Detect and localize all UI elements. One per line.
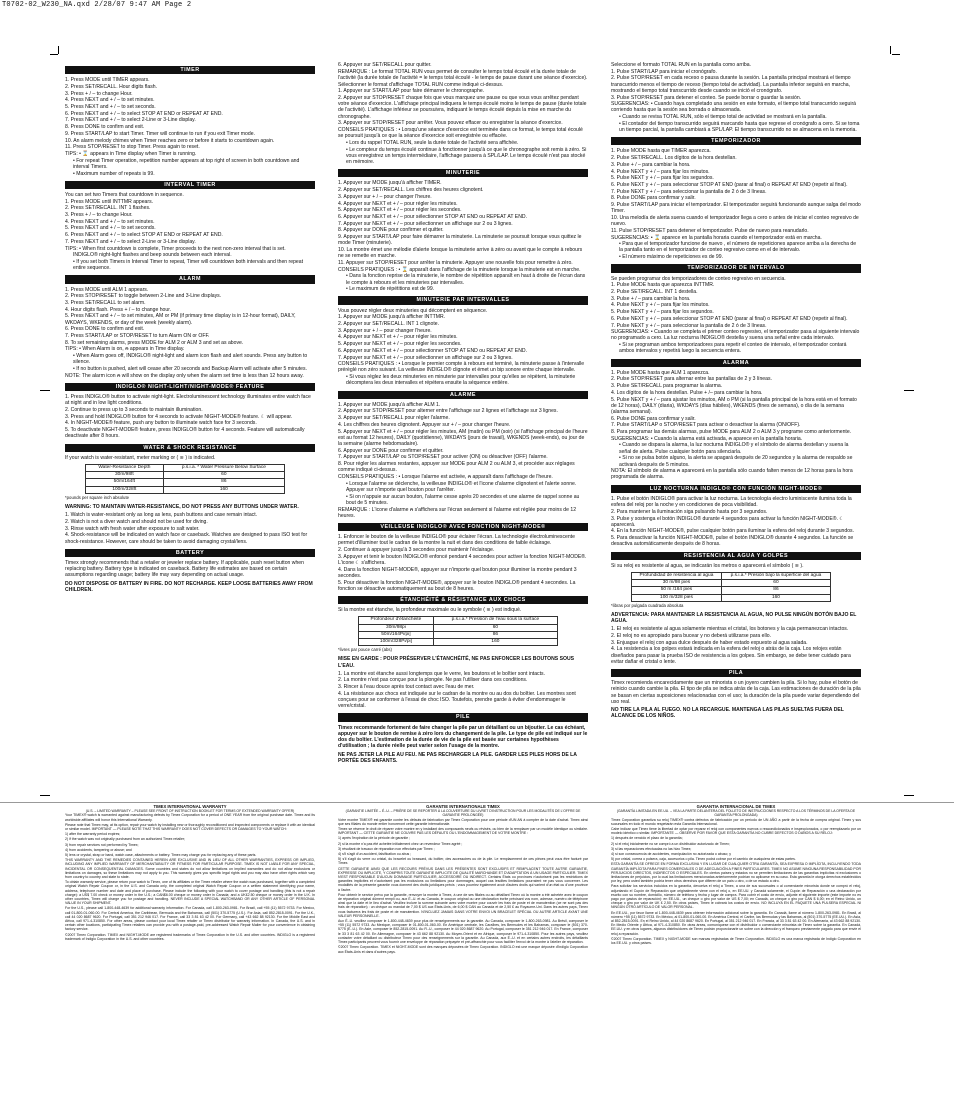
instruction-line: 2. Pulse STOP/RESET para alternar entre las pantallas de 2 y 3 líneas.	[611, 376, 772, 383]
instruction-line: • El contador del tiempo transcurrido seguirá marcando hasta que regrese el cronógrafo a cero. Si se toma un tiempo parcial, la pantalla cambiará a SPL/LAP. El tiempo transcurrido no se almacena en la memoria.	[619, 120, 860, 134]
table-row	[359, 638, 558, 645]
warning-text: MISE EN GARDE : POUR PRÉSERVER L'ÉTANCHÉITÉ, NE PAS ENFONCER LES BOUTONS SOUS L'EAU.	[338, 656, 575, 669]
instruction-line: 4. Pulse NEXT y + / – para fijar los minutos.	[611, 168, 710, 175]
instruction-line: 8. Pour régler les alarmes restantes, appuyer sur MODE pour ALM 2 ou ALM 3, et procéder aux réglages comme indiqué ci-dessus.	[338, 461, 575, 474]
warranty-paragraph: 4) s'il s'agit d'un accident, falsification ou abus ;	[338, 852, 412, 857]
warranty-paragraph: 2) if the watch was not originally purchased from an authorized Timex retailer;	[65, 837, 186, 842]
instruction-line: • For repeat Timer operation, repetition number appears at top right of screen in both countdown and interval Timers.	[73, 157, 300, 170]
warranty-paragraph: Your TIMEX® watch is warranted against manufacturing defects by Timex Corporation for a period of ONE YEAR from the original purchase date. Timex and its worldwide affiliates will honor this International Warranty.	[65, 813, 315, 822]
instruction-line: 1. Appuyer sur MODE jusqu'à afficher ALM 1.	[338, 401, 441, 408]
instruction-line: 5. Pulse NEXT y + / – para fijar los segundos.	[611, 175, 714, 182]
instruction-line: • Dans la fonction reprise de la minuterie, le nombre de répétition apparaît en haut à droite de l'écran dans le compte à rebours et les minuteries par intervalles.	[346, 273, 586, 286]
instruction-line: 6. Appuyer sur SET/RECALL pour quitter.	[338, 62, 432, 68]
instruction-line: 3. Rincer à l'eau douce après tout contact avec l'eau de mer.	[338, 684, 475, 691]
instruction-line: 3. Press + / – to change Hour.	[65, 90, 133, 97]
instruction-line: 5. Appuyer sur NEXT et + / – pour régler les secondes.	[338, 207, 462, 214]
instruction-line: 2. Pulse STOP/RESET en cada receso o pausa durante la sesión. La pantalla principal mostrará el tiempo transcurrido menos el tiempo de receso (tiempo total de actividad). La pantalla inferior seguirá en marcha, mostrando el tiempo total transcurrido desde cuando se inició el cronógrafo.	[611, 75, 851, 94]
instruction-line: • Si no se pulsa botón alguno, la alerta se apagará después de 20 segundos y la alarma de respaldo se activará después de 5 minutos.	[619, 455, 853, 468]
warranty-paragraph: 5) lens or crystal, strap or band, watch case, attachments or battery. Timex may charge you for replacing any of these parts.	[65, 853, 257, 858]
table-row	[86, 479, 285, 486]
warranty-paragraph: THIS WARRANTY AND THE REMEDIES CONTAINED HEREIN ARE EXCLUSIVE AND IN LIEU OF ALL OTHER WARRANTIES, EXPRESS OR IMPLIED, INCLUDING ANY IMPLIED WARRANTY OF MERCHANTABILITY OR FITNESS FOR PARTICULAR PURPOSE. TIMEX IS NOT LIABLE FOR ANY SPECIAL, INCIDENTAL OR CONSEQUENTIAL DAMAGES. Some countries and states do not allow limitations on implied warranties and do not allow exclusions or limitations on damages, so these limitations may not apply to you. This warranty gives you specific legal rights and you may also have other rights which vary from country to country and state to state.	[65, 858, 315, 880]
instruction-line: 7. Appuyer sur NEXT et + / – pour sélectionner un affichage sur 2 ou 3 lignes.	[338, 354, 513, 361]
warning-text: WARNING: TO MAINTAIN WATER-RESISTANCE, DO NOT PRESS ANY BUTTONS UNDER WATER.	[65, 503, 299, 510]
table-cell: 60	[433, 624, 557, 631]
instruction-line: 4. Appuyer sur NEXT et + / – pour régler les minutes.	[338, 200, 458, 207]
table-cell: Profondeur d'étanchéité	[359, 617, 434, 624]
warning-text: NO TIRE LA PILA AL FUEGO. NO LA RECARGUE. MANTENGA LAS PILAS SUELTAS FUERA DEL ALCANCE DE LOS NIÑOS.	[611, 707, 844, 720]
instruction-line: 4. Pulse NEXT y + / – para fijar los minutos.	[611, 302, 710, 309]
footnote: *livres par pouce carré (abs)	[338, 647, 392, 653]
instruction-line: TIPS: • When first countdown is complete, Timer proceeds to the next non-zero interval that is set.	[65, 245, 286, 252]
instruction-line: 2. Press SET/RECALL. Hour digits flash.	[65, 83, 158, 90]
table-cell: Profundidad de resistencia al agua	[632, 572, 722, 579]
instruction-line: 7. Pulse NEXT y + / – para seleccionar la pantalla de 2 ó de 3 líneas.	[611, 322, 767, 329]
instruction-line: 2. Press SET/RECALL. INT 1 flashes.	[65, 205, 151, 212]
instruction-line: 2. Continuer à appuyer jusqu'à 3 secondes pour maintenir l'éclairage.	[338, 547, 495, 554]
instruction-line: 2. Appuyer sur SET/RECALL. INT 1 clignote.	[338, 321, 439, 328]
warning-text: NE PAS JETER LA PILE AU FEU. NE PAS RECHARGER LA PILE. GARDER LES PILES HORS DE LA PORTÉE DES ENFANTS.	[338, 751, 577, 764]
instruction-line: • Cuando se revisa TOTAL RUN, sólo el tiempo total de actividad se mostrará en la pantalla.	[619, 114, 827, 121]
instruction-line: 1. Appuyer sur MODE jusqu'à afficher TIMER.	[338, 180, 442, 187]
warranty-subtitle: (GARANTIE LIMITÉE – É.-U. – PRIÈRE DE SE REPORTER À LA COUVERTURE DU LIVRET D'INSTRUCTION POUR LES MODALITÉS DE L'OFFRE DE GARANTIE PROLONGÉE)	[345, 809, 581, 818]
warranty-paragraph: ESTA GARANTÍA SE OFRECE EN FORMA EXCLUSIVA Y EN LUGAR DE CUALQUIER OTRA GARANTÍA, SEA EXPRESA O IMPLÍCITA, INCLUYENDO TODA GARANTÍA IMPLÍCITA PARA FINES COMERCIALES O DE ADECUACIÓN A FINES PARTICULARES. TIMEX NO ASUME NINGUNA RESPONSABILIDAD POR PERJUICIOS DIRECTOS, INDIRECTOS O ESPECIALES. En ciertos países y estados no se permiten limitaciones de las garantías implícitas ni exclusiones o limitaciones de perjuicios, por lo cual las limitaciones mencionadas anteriormente podrían no aplicarse en su caso. Esta garantía le otorga derechos establecidos por ley, pero usted también podría tener otros derechos que difieren de un país u otro, o de un estado a otro.	[611, 862, 861, 884]
instruction-line: 5. Appuyer sur NEXT et + / – pour régler les minutes, AM (matin) ou PM (soir) (si l'affichage principal de l'heure est au format 12 heures), DAILY (quotidienne), WKDAYS (jours de travail), WKENDS (week-ends), ou jour de la semaine (alarme hebdomadaire).	[338, 428, 588, 447]
instruction-line: Se pueden programar dos temporizadores de conteo regresivo en secuencia.	[611, 275, 786, 282]
instruction-line: CONSEILS PRATIQUES : • Lorsque le premier compte à rebours est terminé, la minuterie passe à l'intervalle prérèglé non zéro suivant. La veilleuse INDIGLO® clignote et émet un bip sonore entre chaque intervalle.	[338, 361, 585, 374]
instruction-line: 3. Pulse y sostenga el botón INDIGLO® durante 4 segundos para activar la función NIGHT-MODE®. ☾ aparecerá.	[611, 515, 844, 528]
warranty-paragraph: ©2007 Timex Corporation. TIMEX y NIGHT-MODE son marcas registradas de Timex Corporation. INDIGLO es una marca registrada de Indiglo Corporation en los EE.UU. y otros países.	[611, 936, 861, 946]
warranty-subtitle: (U.S. – LIMITED WARRANTY – PLEASE SEE FRONT OF INSTRUCTION BOOKLET FOR TERMS OF EXTENDED WARRANTY OFFER)	[85, 809, 295, 814]
instruction-line: 3. Press SET/RECALL to set alarm.	[65, 300, 146, 306]
section-header: PILE	[338, 713, 588, 721]
instruction-line: TIPS: • When Alarm is on, ⍾ appears in Time display.	[65, 346, 185, 353]
warranty-paragraph: 3) si las reparaciones efectuadas no las hizo Timex;	[611, 846, 692, 851]
section-header: WATER & SHOCK RESISTANCE	[65, 444, 315, 452]
warranty-paragraph: ©2007 Timex Corporation. TIMEX et NIGHT-MODE sont des marques déposées de Timex Corporation. INDIGLO est une marque déposée d'Indiglo Corporation aux États-Unis et dans d'autres pays.	[338, 945, 588, 954]
instruction-line: • If no button is pushed, alert will cease after 20 seconds and Backup Alarm will activate after 5 minutes.	[73, 366, 307, 373]
instruction-line: • Le maximum de répétitions est de 99.	[346, 286, 435, 293]
instruction-line: • Para que el temporizador funcione de nuevo , el número de repeticiones aparece arriba a la derecha de la pantalla tanto en el temporizador de conteo regresivo como en el de intervalo.	[619, 241, 857, 254]
crop-mark	[892, 54, 900, 55]
instruction-line: 3. Enjuague el reloj con agua dulce después de haber estado expuesto al agua salada.	[611, 639, 808, 646]
section-header: MINUTERIE PAR INTERVALLES	[338, 296, 588, 304]
instruction-line: 4. Press NEXT and + / – to set minutes.	[65, 97, 155, 104]
instruction-line: 3. Rinse watch with fresh water after exposure to salt water.	[65, 525, 200, 532]
instruction-line: Timex recomienda encarecidamente que un minorista o un joyero cambien la pila. Si lo hay, pulse el botón de reinicio cuando cambie la pila. El tipo de pila se indica atrás de la caja. Las estimaciones de duración de la pila se basan en ciertas suposiciones relacionadas con el uso; la duración de la pila puede variar dependiendo del uso real.	[611, 680, 861, 705]
table-cell: p.s.i.a. * Water Pressure Below Surface	[163, 464, 284, 471]
instruction-line: 3. Appuyer sur SET/RECALL pour régler l'alarme.	[338, 415, 450, 422]
warranty-paragraph: 2) si el reloj inicialmente no se compró a un distribuidor autorizado de Timex;	[611, 841, 730, 846]
table-cell: 30m/98ft	[86, 472, 164, 479]
table-cell: 50m/164ft	[86, 479, 164, 486]
instruction-line: 5. Pulse NEXT y + / – para fijar los segundos.	[611, 309, 714, 316]
table-cell: 30 m/98 pies	[632, 580, 722, 587]
instruction-line: 4. Appuyer sur NEXT et + / – pour régler les minutes.	[338, 334, 458, 341]
instruction-line: 7. Pulse START/LAP o STOP/RESET para activar o desactivar la alarma (ON/OFF).	[611, 422, 801, 429]
instruction-line: 1. Pulse MODE hasta que ALM 1 aparezca.	[611, 369, 710, 376]
instruction-line: 9. Pulse START/LAP para iniciar el temporizador. El temporizador seguirá funcionando aunque salga del modo Timer.	[611, 202, 861, 215]
instruction-line: 10. Una melodía de alerta suena cuando el temporizador llega a cero o antes de iniciar el conteo regresivo de nuevo.	[611, 214, 859, 228]
instruction-line: 11. Press STOP/RESET to stop Timer. Press again to reset.	[65, 144, 200, 151]
warranty-title: GARANTÍA INTERNACIONAL DE TIMEX	[696, 805, 776, 809]
instruction-line: 8. Press DONE to confirm and exit.	[65, 124, 145, 131]
footnote: *pounds per square inch absolute	[65, 494, 130, 500]
instruction-line: 11. Pulse STOP/RESET para detener el temporizador. Pulse de nuevo para reanudarlo.	[611, 227, 809, 234]
instruction-line: Timex strongly recommends that a retailer or jeweler replace battery. If applicable, push reset button when replacing battery. Battery type is indicated on caseback. Battery life estimates are based on certain assumptions regarding usage; battery life may vary depending on actual usage.	[65, 559, 304, 579]
water-resistance-table	[85, 464, 285, 494]
warranty-paragraph: Please note that Timex may, at its option, repair your watch by installing new or thoroughly reconditioned and inspected components or replace it with an identical or similar model. IMPORTANT — PLEASE NOTE THAT THIS WARRANTY DOES NOT COVER DEFECTS OR DAMAGES TO YOUR WATCH:	[65, 822, 315, 832]
instruction-line: 8. To set remaining alarms, press MODE for ALM 2 or ALM 3 and set as above.	[65, 339, 244, 346]
water-resistance-table	[631, 572, 831, 602]
instruction-line: 1. Pulse el botón INDIGLO® para activar la luz nocturna. La tecnología electro luminiscente ilumina toda la esfera del reloj por la noche y en condiciones de poca visibilidad.	[611, 495, 852, 509]
instruction-line: 1. Enfoncer le bouton de la veilleuse INDIGLO® pour éclairer l'écran. La technologie électroluminescente permet d'illuminer tout le cadran de la montre la nuit et dans des conditions de faible éclairage.	[338, 534, 575, 547]
instruction-line: 3. Pulse + / – para cambiar la hora.	[611, 295, 691, 302]
warranty-paragraph: 4) from accidents, tampering or abuse; and	[65, 847, 132, 852]
instruction-line: • When Alarm goes off, INDIGLO® night-light and alarm icon flash and alert sounds. Press any button to silence.	[73, 353, 308, 366]
instruction-line: You can set two Timers that countdown in sequence.	[65, 191, 184, 198]
warranty-french	[338, 805, 588, 1105]
instruction-line: NOTE: The alarm icon ⍾ will show on the display only when the alarm set time is less than 12 hours away.	[65, 372, 304, 379]
instruction-line: 4. La résistance aux chocs est indiquée sur le cadran de la montre ou au dos du boîtier. Les montres sont conçues pour se conformer à l'essai de choc ISO. Toutefois, prendre garde à éviter d'endommager le verre/cristal.	[338, 690, 576, 710]
instruction-line: 7. Press START/LAP or STOP/RESET to turn Alarm ON or OFF.	[65, 333, 210, 340]
instruction-line: 6. Appuyer sur DONE pour confirmer et quitter.	[338, 447, 444, 454]
crop-mark	[40, 795, 50, 796]
warranty-paragraph: 1) después de vencido el plazo de la garantía;	[611, 836, 683, 841]
warranty-paragraph: ©2007 Timex Corporation. TIMEX and NIGHT-MODE are registered trademarks of Timex Corporation in the U.S. and other countries. INDIGLO is a registered trademark of Indiglo Corporation in the U.S. and other countries.	[65, 932, 315, 941]
section-header: TIMER	[65, 66, 315, 74]
instruction-line: 5. To deactivate NIGHT-MODE® feature, press INDIGLO® button for 4 seconds. Feature will automatically deactivate after 8 hours.	[65, 427, 305, 440]
warranty-paragraph: 2) si la montre n'a pas été achetée initialement chez un revendeur Timex agréé ;	[338, 841, 463, 846]
instruction-line: • El número máximo de repeticiones es de 99.	[619, 254, 723, 261]
instruction-line: 3. Appuyer sur + / – pour changer l'heure.	[338, 327, 432, 334]
instruction-line: 4. Los dígitos de la hora destellan. Pulse + /– para cambiar la hora.	[611, 389, 763, 396]
instruction-line: CONSEILS PRATIQUES : • Lorsqu'une séance d'exercice est terminée dans ce format, le temps total écoulé se poursuit jusqu'à ce que la séance d'exercice soit enregistrée ou effacée.	[338, 127, 583, 140]
warranty-spanish	[611, 805, 861, 1105]
table-row	[632, 572, 831, 579]
water-resistance-table	[358, 616, 558, 646]
warranty-paragraph: 1) after the warranty period expires;	[65, 832, 121, 837]
table-cell: p.s.i.a.* Pression de l'eau sous la surface	[433, 617, 557, 624]
instruction-line: 1. Watch is water-resistant only as long as lens, push buttons and case remain intact.	[65, 512, 258, 519]
crop-mark	[58, 46, 59, 54]
instruction-line: 1. Press MODE until INTTMR appears.	[65, 198, 154, 205]
section-header: ALARME	[338, 391, 588, 399]
instruction-line: 10. An alarm melody chimes when Timer reaches zero or before it starts to countdown again.	[65, 137, 275, 144]
instruction-line: 6. Appuyer sur NEXT et + / – pour sélectionner STOP AT END ou REPEAT AT END.	[338, 213, 527, 220]
instruction-line: • Si se programan ambos temporizadores para repetir el conteo de intervalo, el temporizador contará ambos intervalos y repetirá luego la secuencia entera.	[619, 342, 847, 355]
section-header: PILA	[611, 669, 861, 677]
instruction-line: 6. Pulse NEXT y + / – para seleccionar STOP AT END (parar al final) o REPEAT AT END (repetir al final).	[611, 181, 848, 188]
section-header: BATTERY	[65, 549, 315, 557]
instruction-line: 2. Continue to press up to 3 seconds to maintain illumination.	[65, 407, 203, 414]
instruction-line: 4. Hour digits flash. Press + / – to change hour.	[65, 306, 172, 313]
instruction-line: 6. Press DONE to confirm and exit.	[65, 326, 145, 333]
instruction-line: 3. Press and hold INDIGLO® button for 4 seconds to activate NIGHT-MODE® feature. ☾ will appear.	[65, 413, 293, 420]
warranty-paragraph: Timex se réserve le droit de réparer votre montre en y installant des composants neufs ou révisés, ou bien de la remplacer par un modèle identique ou similaire. IMPORTANT — CETTE GARANTIE NE COUVRE PAS LES DÉFAUTS OU L'ENDOMMAGEMENT DE VOTRE MONTRE :	[338, 827, 588, 836]
instruction-line: Si su reloj es resistente al agua, se indicarán los metros o aparecerá el símbolo ( ≋ ).	[611, 562, 804, 569]
instruction-line: REMARQUE : L'icone d'alarme ⍾ s'affichera sur l'écran seulement si l'alarme est réglée pour moins de 12 heures.	[338, 506, 577, 519]
instruction-line: 5. Pulse NEXT y + / – para ajustar los minutos, AM o PM (si la pantalla principal de la hora está en el formato de 12 horas), DAILY (diaria), WKDAYS (días hábiles), WKENDS (fines de semana), o día de la semana (alarma semanal).	[611, 396, 857, 415]
table-cell: 86	[433, 631, 557, 638]
warranty-paragraph: 5) s'il s'agit du verre ou cristal, du bracelet ou brassard, du boîtier, des accessoires ou de la pile. Le remplacement de ces pièces peut vous être facturé par Timex.	[338, 857, 588, 866]
table-cell: 50 m /164 pies	[632, 587, 722, 594]
instruction-line: 9. Press START/LAP to start Timer. Timer will continue to run if you exit Timer mode.	[65, 130, 255, 137]
instruction-line: • If you set both Timers in Interval Timer to repeat, Timer will countdown both intervals and then repeat entire sequence.	[73, 258, 303, 272]
instruction-line: 2. Appuyer sur STOP/RESET chaque fois que vous marquez une pause ou que vous vous arrêtez pendant votre séance d'exercice. L'affichage principal indiquera le temps écoulé moins le temps de pause (durée totale de l'activité). L'affichage inférieur se poursuivra, indiquant le temps écoulé depuis la mise en marche du chronographe.	[338, 95, 587, 120]
section-header: ÉTANCHÉITÉ & RÉSISTANCE AUX CHOCS	[338, 596, 588, 604]
instruction-line: • Si on n'appuie sur aucun bouton, l'alarme cesse après 20 secondes et une alarme de rappel sonne au bout de 5 minutes.	[346, 493, 580, 506]
warranty-paragraph: To obtain warranty service, please return your watch to Timex, one of its affiliates or the Timex retailer where the watch was purchased, together with a completed original Watch Repair Coupon or, in the U.S. and Canada only, the completed original Watch Repair Coupon or a written statement identifying your name, address, telephone number and date and place of purchase. Please include the following with your watch to cover postage and handling (this is not a repair charge): a US$ 7.00 check or money order in the U.S.; a CAN$6.00 cheque or money order in Canada; and a UK£2.50 cheque or money order in the U.K. In other countries, Timex will charge you for postage and handling. NEVER INCLUDE A SPECIAL WATCHBAND OR ANY OTHER ARTICLE OF PERSONAL VALUE IN YOUR SHIPMENT.	[65, 880, 315, 906]
instruction-line: 2. Pulse SET/RECALL. Los dígitos de la hora destellan.	[611, 155, 737, 162]
instruction-line: 7. Press NEXT and + / – to select 2-Line or 3-Line display.	[65, 238, 196, 245]
warranty-paragraph: Cabe indicar que Timex tiene la libertad de optar por reparar el reloj con componentes nuevos o reacondicionados e inspeccionados, o por reemplazarlo por un modelo idéntico o similar. IMPORTANTE — OBSERVE POR FAVOR QUE ESTA GARANTÍA NO CUBRE DEFECTOS O DAÑOS A SU RELOJ:	[611, 827, 861, 836]
warranty-paragraph: Timex Corporation garantiza su reloj TIMEX® contra defectos de fabricación por un período de UN AÑO a partir de la fecha de compra original. Timex y sus sucursales en todo el mundo respetarán esta Garantía Internacional.	[611, 817, 861, 826]
instruction-line: 7. Appuyer sur NEXT et + / – pour sélectionner un affichage sur 2 ou 3 lignes.	[338, 220, 513, 227]
document-header: T0702-02_W230_NA.qxd 2/28/07 9:47 AM Page 2	[2, 1, 192, 9]
instruction-line: • Lors du rappel TOTAL RUN, seule la durée totale de l'activité sera affichée.	[346, 139, 519, 146]
warranty-paragraph: Votre montre TIMEX® est garantie contre les défauts de fabrication par Timex Corporation pour une période d'UN AN à compter de la date d'achat. Timex ainsi que ses filiales du monde entier honoreront cette garantie internationale.	[338, 817, 588, 826]
instruction-line: Si la montre est étanche, la profondeur maximale ou le symbole ( ≋ ) est indiqué.	[338, 607, 522, 614]
instruction-line: 3. Pulse STOP/RESET para detener el conteo. Se puede borrar o guardar la sesión.	[611, 94, 802, 101]
instruction-line: 4. En la función NIGHT-MODE®, pulse cualquier botón para iluminar la esfera del reloj durante 3 segundos.	[611, 528, 855, 535]
section-header: TEMPORIZADOR	[611, 137, 861, 145]
instruction-line: CONSEILS PRATIQUES : • ⌛ apparaît dans l'affichage de la minuterie lorsque la minuterie est en marche.	[338, 266, 581, 273]
instruction-line: Timex recommande fortement de faire changer la pile par un détaillant ou un bijoutier. Le cas échéant, appuyer sur le bouton de remise à zéro lors du changement de la pile. Le type de pile est indiqué sur le dos du boîtier. L'estimation de la durée de vie de la pile est basée sur certaines hypothèses d'utilisation ; la durée réelle peut varier selon l'usage de la montre.	[338, 724, 588, 750]
instruction-line: 1. Pulse START/LAP para iniciar el cronógrafo.	[611, 68, 717, 75]
instruction-line: 6. Pulse NEXT y + / – para seleccionar STOP AT END (parar al final) o REPEAT AT END (repetir al final).	[611, 315, 848, 322]
section-header: INDIGLO® NIGHT-LIGHT/NIGHT-MODE® FEATURE	[65, 383, 315, 391]
instruction-line: 3. Press + / – to change Hour.	[65, 212, 133, 219]
warranty-paragraph: En EE.UU., por favor llame al 1-800-448-4639 para obtener información adicional sobre la garantía. En Canadá, llame al número 1-800-263-0981. En Brasil, al número +55 (11) 5572 9733. En México, al 01-800-01-060-00. En América Central, el Caribe, las Bermudas y las Bahamas, al (501) 370-5775 (EE.UU.). En Asia, al 852-2815-0091. En el Reino Unido, al 44 020 8687 9620. En Portugal, al 351 212 946 017. En Francia, al 33 3 81 63 42 00. En Alemania, al 43 662 88 92130. En Medio Oriente y África, al 971-4-310850. En otras áreas, comuníquese con el distribuidor o comerciante minorista de Timex sobre la garantía. En Canadá, EE.UU. y en otros lugares, algunos distribuidores de Timex podrán proporcionarle un sobre con la dirección y el franqueo previamente pagado para que envíe el reloj a reparación.	[611, 910, 861, 936]
warranty-paragraph: CETTE GARANTIE AINSI QUE LES RECOURS PRÉVUS DANS LES PRÉSENTES SONT EXCLUSIFS ET REMPLACENT TOUTE AUTRE GARANTIE, EXPRESSE OU IMPLICITE, Y COMPRIS TOUTE GARANTIE IMPLICITE DE QUALITÉ MARCHANDE ET D'ADAPTATION À UN USAGE PARTICULIER. TIMEX N'EST RESPONSABLE D'AUCUN DOMMAGE PARTICULIER, ACCESSOIRE OU INDIRECT. Certains États ou provinces n'autorisent pas les restrictions de garanties implicites et n'autorisent pas les exclusions ou limitations pour dommages, auquel cas lesdites limitations pourraient ne pas vous concerner. Les modalités de la présente garantie vous donnent des droits juridiques précis ; vous pourriez également avoir d'autres droits qui varient d'un état ou d'une province à l'autre.	[338, 866, 588, 892]
instruction-line: 6. Pulse DONE para confirmar y salir.	[611, 415, 696, 422]
warranty-english	[65, 805, 315, 1105]
instruction-line: 4. Shock-resistance will be indicated on watch face or caseback. Watches are designed to pass ISO test for shock-resistance. However, care should be taken to avoid damaging crystal/lens.	[65, 532, 308, 545]
instruction-line: 3. Pulse SET/RECALL para programar la alarma.	[611, 383, 723, 390]
instruction-line: 2. La montre n'est pas conçue pour la plongée. Ne pas l'utiliser dans ces conditions.	[338, 677, 528, 684]
instruction-line: NOTA: El símbolo de alarma ⍾ aparecerá en la pantalla sólo cuando falten menos de 12 horas para la hora programada de alarma.	[611, 468, 853, 481]
section-header: LUZ NOCTURNA INDIGLO® CON FUNCIÓN NIGHT-MODE®	[611, 485, 861, 493]
instruction-line: Seleccione el formato TOTAL RUN en la pantalla como arriba.	[611, 62, 751, 68]
table-cell: 160	[163, 486, 284, 493]
instruction-line: 1. Press MODE until ALM 1 appears.	[65, 286, 149, 293]
warranty-paragraph: Pour obtenir le service prévu par la garantie, renvoyer la montre à Timex, à une de ses filiales ou au détaillant Timex où la montre a été achetée avec le coupon de réparation original dûment rempli ou, aux É.-U. et au Canada, le coupon original ou une déclaration écrite précisant vos nom, adresse, numéro de téléphone ainsi que la date et le lieu d'achat. Veuillez inclure la somme suivante avec votre montre pour couvrir les frais de poste et de manutention (ce ne sont pas des frais de réparation) : un chèque ou mandat de 7,00 $ US aux États-Unis, de 6,00 $ CAN au Canada et de 2,50 £ au Royaume-Uni. Dans les autres pays, Timex vous facturera les frais de poste et de manutention. N'INCLUEZ JAMAIS DANS VOTRE ENVOI UN BRACELET SPÉCIAL OU AUTRE ARTICLE AYANT UNE VALEUR PERSONNELLE.	[338, 892, 588, 918]
table-cell: 50m/164Pi/pi]	[359, 631, 434, 638]
table-row	[632, 587, 831, 594]
instruction-line: 3. Appuyer sur + / – pour changer l'heure.	[338, 193, 432, 200]
instruction-line: 2. Appuyer sur STOP/RESET pour alterner entre l'affichage sur 2 lignes et l'affichage sur 3 lignes.	[338, 408, 558, 415]
warranty-paragraph: 3) résultant de travaux de réparation non effectués par Timex ;	[338, 846, 435, 851]
instruction-line: 5. Press NEXT and + / – to set minutes, AM or PM (if primary time display is in 12-hour format), DAILY, WKDAYS, WKENDS, or day of the week (weekly alarm).	[65, 313, 296, 326]
instruction-line: 6. Press NEXT and + / – to select STOP AT END or REPEAT AT END.	[65, 232, 223, 239]
table-cell: 86	[721, 587, 830, 594]
section-header: ALARM	[65, 275, 315, 283]
table-cell: 160	[721, 594, 830, 601]
instruction-line: 2. Para mantener la iluminación siga pulsando hasta por 3 segundos.	[611, 508, 768, 515]
instruction-line: 1. El reloj es resistente al agua solamente mientras el cristal, los botones y la caja permanezcan intactos.	[611, 626, 849, 633]
instruction-line: 6. Press NEXT and + / – to select STOP AT END or REPEAT AT END.	[65, 110, 223, 117]
instruction-line: 1. Appuyer sur MODE jusqu'à afficher INTTMR.	[338, 314, 446, 321]
table-row	[359, 624, 558, 631]
instruction-line: 4. Les chiffres des heures clignotent. Appuyer sur + / – pour changer l'heure.	[338, 421, 511, 428]
instruction-line: 5. Para desactivar la función NIGHT-MODE®, pulse el botón INDIGLO® durante 4 segundos. La función se desactiva automáticamente después de 8 horas.	[611, 535, 854, 548]
warranty-paragraph: 3) from repair services not performed by Timex;	[65, 842, 139, 847]
table-row	[86, 472, 285, 479]
instruction-line: 7. Pulse NEXT y + / – para seleccionar la pantalla de 2 ó de 3 líneas.	[611, 188, 767, 195]
warranty-paragraph: Para solicitar los servicios incluidos en la garantía, devuelva el reloj a Timex, a una de sus sucursales o al comerciante minorista donde se compró el reloj, adjuntando el Cupón de Reparación que originalmente viene con el reloj o, en EE.UU. y Canadá solamente, el Cupón de Reparación o una declaración por escrito con su nombre, domicilio, número de teléfono y fecha y lugar de compra. Para cubrir el costo de envío, adjunte el siguiente importe (este importe no es pago por gastos de reparación): en EE.UU., un cheque o giro por valor de US $ 7,00; en Canadá, un cheque o giro por CAN $ 6,00; en el Reino Unido, un cheque o giro por valor de UK £ 2,50. En otros países, Timex le cobrará los costos de envío. NO INCLUYA EN EL PAQUETE UNA PULSERA ESPECIAL NI NINGÚN OTRO ARTÍCULO DE VALOR PERSONAL.	[611, 884, 861, 910]
instruction-line: SUGERENCIAS: • ⌛ aparece en la pantalla horaria cuando el temporizador está en marcha.	[611, 234, 822, 241]
section-header: ALARMA	[611, 359, 861, 367]
instruction-line: 2. El reloj no es apropiado para bucear y no deberá utilizarse para ello.	[611, 633, 771, 640]
table-row	[86, 464, 285, 471]
instruction-line: 1. Press MODE until TIMER appears.	[65, 77, 150, 84]
instruction-line: • Maximum number of repeats is 99.	[73, 170, 155, 177]
table-cell: 86	[163, 479, 284, 486]
instruction-line: Sélectionner le format d'affichage TOTAL RUN comme indiqué ci-dessus.	[338, 81, 504, 88]
table-row	[632, 594, 831, 601]
table-cell: 100m/328Pi/pi]	[359, 638, 434, 645]
instruction-line: 1. La montre est étanche aussi longtemps que le verre, les boutons et le boîtier sont intacts.	[338, 670, 545, 677]
warranty-title: GARANTIE INTERNATIONALE TIMEX	[426, 805, 500, 809]
warranty-title: TIMEX INTERNATIONAL WARRANTY	[153, 805, 227, 809]
instruction-line: 8. Appuyer sur DONE pour confirmer et quitter.	[338, 227, 444, 234]
section-header: RESISTENCIA AL AGUA Y GOLPES	[611, 552, 861, 560]
warranty-paragraph: 1) après l'expiration de la période de garantie ;	[338, 836, 411, 841]
crop-mark	[904, 390, 914, 391]
instruction-line: 5. Press NEXT and + / – to set seconds.	[65, 225, 156, 232]
instruction-line: 1. Press INDIGLO® button to activate night-light. Electroluminescent technology illuminates entire watch face at night and in low light conditions.	[65, 394, 311, 407]
warranty-paragraph: Aux É.-U. veuillez composer le 1-800-448-4639 pour plus de renseignements sur la garantie. Au Canada, composer le 1-800-263-0981. Au Brésil, composer le +55 (11) 5572 9733. Au Mexique, composer le 01-800-01-060-00. En Amérique centrale, les Caraïbes, les Bermudes et les Bahamas, composer le (501) 370-5775 (É.-U.). En Asie, composer le 852-2815-0091. Au R.-U., composer le 44 020 8687 9620. Au Portugal, composer le 351 212 946 017. En France, composer le 33 3 81 63 42 00. En Allemagne, composer le 43 662 88 92130. Au Moyen-Orient et en Afrique, composer le 971-4-310850. Pour les autres pays, veuillez contacter votre détaillant ou distributeur Timex pour des renseignements sur la garantie. Au Canada, aux É.-U. et en certains autres endroits, les détaillants Timex participants peuvent vous fournir une enveloppe de réparation prépayée et pré-affranchie pour vous faciliter l'envoi de la montre à l'atelier de réparation.	[338, 919, 588, 945]
section-header: INTERVAL TIMER	[65, 181, 315, 189]
table-cell: 60	[163, 472, 284, 479]
instruction-line: 4. Dans la fonction NIGHT-MODE®, appuyer sur n'importe quel bouton pour illuminer la montre pendant 3 secondes.	[338, 566, 577, 579]
warranty-subtitle: (GARANTÍA LIMITADA EN EE.UU. – VEA LA PARTE DELANTERA DEL FOLLETO DE INSTRUCCIONES RESPECTO A LOS TÉRMINOS DE LA OFERTA DE GARANTÍA PROLONGADA)	[616, 809, 856, 818]
instruction-line: 2. Appuyer sur SET/RECALL. Les chiffres des heures clignotent.	[338, 187, 484, 194]
section-header: MINUTERIE	[338, 169, 588, 177]
crop-mark	[890, 46, 891, 54]
table-row	[359, 617, 558, 624]
warranty-paragraph: For the U.S., please call 1-800-448-4639 for additional warranty information. For Canada, call 1-800-263-0981. For Brazil, call +55 (11) 5572 9733. For Mexico, call 01-800-01-060-00. For Central America, the Caribbean, Bermuda and the Bahamas, call (501) 370-5775 (U.S.). For Asia, call 852-2815-0091. For the U.K., call 44 020 8687 9620. For Portugal, call 351 212 946 017. For France, call 33 3 81 63 42 00. For Germany, call +43 662 88 92130. For the Middle East and Africa, call 971-4-310850. For other areas, please contact your local Timex retailer or Timex distributor for warranty information. In Canada, the U.S. and in certain other locations, participating Timex retailers can provide you with a postage-paid, pre-addressed Watch Repair Mailer for your convenience in obtaining factory service.	[65, 906, 315, 932]
instruction-line: 7. Appuyer sur START/LAP ou STOP/RESET pour activer (ON) ou désactiver (OFF) l'alarme.	[338, 454, 548, 461]
instruction-line: 4. La resistencia a los golpes estará indicada en la esfera del reloj o atrás de la caja. Los relojes están diseñados para pasar la prueba ISO de resistencia a los golpes. Sin embargo, se debe tener cuidado para evitar dañar el cristal o lente.	[611, 646, 851, 665]
warning-text: DO NOT DISPOSE OF BATTERY IN FIRE. DO NOT RECHARGE. KEEP LOOSE BATTERIES AWAY FROM CHILDREN.	[65, 580, 313, 593]
instruction-line: 1. Pulse MODE hasta que TIMER aparezca.	[611, 148, 711, 155]
crop-mark	[40, 390, 50, 391]
crop-mark	[904, 795, 914, 796]
instruction-line: 3. Pulse + / – para cambiar la hora.	[611, 161, 691, 168]
fold-line	[0, 802, 954, 803]
instruction-line: SUGERENCIAS: • Cuando haya completado una sesión en este formato, el tiempo total transcurrido seguirá corriendo hasta que la sesión sea borrada o almacenada.	[611, 101, 856, 114]
instruction-line: 8. Para programar las demás alarmas, pulse MODE para ALM 2 o ALM 3 y programe como anteriormente.	[611, 429, 852, 436]
instruction-line: 4. In NIGHT-MODE® feature, push any button to illuminate watch face for 3 seconds.	[65, 420, 257, 427]
instruction-line: 9. Appuyer sur START/LAP pour faire démarrer la minuterie. La minuterie se poursuit lorsque vous quittez le mode Timer (minuterie).	[338, 234, 582, 247]
instruction-line: 2. Press STOP/RESET to toggle between 2-Line and 3-Line displays.	[65, 293, 222, 300]
table-cell: p.s.i.a.* Presión bajo la superficie del agua	[721, 572, 830, 579]
table-cell: 160	[433, 638, 557, 645]
section-header: VEILLEUSE INDIGLO® AVEC FONCTION NIGHT-MODE®	[338, 523, 588, 531]
column-spanish	[611, 62, 861, 721]
instruction-line: 2. Pulse SET/RECALL. INT 1 destella.	[611, 289, 698, 295]
warranty-paragraph: 5) por cristal, correa o pulsera, caja, accesorios o pila. Timex podrá cobrar por el cambio de cualquiera de estas partes.	[611, 857, 796, 862]
instruction-line: Vous pouvez régler deux minuteries qui décomptent en séquence.	[338, 307, 488, 314]
section-header: TEMPORIZADOR DE INTERVALO	[611, 264, 861, 272]
instruction-line: 6. Appuyer sur NEXT et + / – pour sélectionner STOP AT END ou REPEAT AT END.	[338, 347, 527, 354]
instruction-line: If your watch is water-resistant, meter marking or ( ≋ ) is indicated.	[65, 454, 216, 461]
column-french	[338, 62, 588, 766]
instruction-line: SUGERENCIAS: • Cuando la alarma está activada, ⍾ aparece en la pantalla horaria.	[611, 435, 803, 442]
table-cell: 100 m/328 pies	[632, 594, 722, 601]
instruction-line: 1. Appuyer sur START/LAP pour faire démarrer le chronographe.	[338, 88, 485, 95]
warning-text: ADVERTENCIA: PARA MANTENER LA RESISTENCIA AL AGUA, NO PULSE NINGÚN BOTÓN BAJO EL AGUA.	[611, 611, 857, 625]
instruction-line: 8. Pulse DONE para confirmar y salir.	[611, 195, 696, 202]
table-cell: Water-Resistance Depth	[86, 464, 164, 471]
table-row	[632, 580, 831, 587]
warranty-paragraph: 4) si son consecuencia de accidentes, manipulación no autorizada o abuso; y	[611, 852, 732, 857]
table-row	[86, 486, 285, 493]
instruction-line: 11. Appuyer sur STOP/RESET pour arrêter la minuterie. Appuyer une nouvelle fois pour remettre à zéro.	[338, 259, 573, 266]
instruction-line: REMARQUE : Le format TOTAL RUN vous permet de consulter le temps total écoulé et la durée totale de l'activité (la durée totale de l'activité = le temps total écoulé - le temps de pause durant une séance d'exercice).	[338, 68, 588, 81]
table-cell: 100m/328ft	[86, 486, 164, 493]
column-english	[65, 62, 315, 595]
crop-mark	[50, 54, 58, 55]
instruction-line: • Cuando se dispara la alarma, la luz nocturna INDIGLO® y el símbolo de alarma destellan y suena la señal de alerta. Pulse cualquier botón para silenciarla.	[619, 442, 849, 455]
table-cell: 30m/98pi	[359, 624, 434, 631]
instruction-line: TIPS: • ⌛ appears in Time display when Timer is running.	[65, 150, 197, 157]
table-cell: 60	[721, 580, 830, 587]
instruction-line: 10. La montre émet une mélodie d'alerte lorsque la minuterie arrive à zéro ou avant que le compte à rebours ne se remette en marche.	[338, 246, 583, 260]
instruction-line: SUGERENCIAS: • Cuando se completa el primer conteo regresivo, el temporizador pasa al siguiente intervalo no programado a cero. La luz nocturna INDIGLO® destella y suena una señal entre cada intervalo.	[611, 329, 860, 342]
table-row	[359, 631, 558, 638]
footnote: *libras por pulgada cuadrada absoluta	[611, 602, 684, 608]
instruction-line: • Lorsque l'alarme se déclenche, la veilleuse INDIGLO® et l'icone d'alarme clignotent et l'alerte sonne. Appuyer sur n'importe quel bouton pour l'arrêter.	[346, 480, 577, 493]
instruction-line: 5. Press NEXT and + / – to set seconds.	[65, 104, 156, 111]
instruction-line: 2. Watch is not a diver watch and should not be used for diving.	[65, 518, 208, 525]
instruction-line: 3. Appuyer sur STOP/RESET pour arrêter. Vous pouvez effacer ou enregistrer la séance d'exercice.	[338, 120, 563, 127]
instruction-line: 4. Press NEXT and + / – to set minutes.	[65, 218, 155, 225]
instruction-line: 5. Pour désactiver la fonction NIGHT-MODE®, appuyer sur le bouton INDIGLO® pendant 4 secondes. La fonction se désactive automatiquement au bout de 8 heures.	[338, 579, 576, 592]
instruction-line: CONSEILS PRATIQUES : • Lorsque l'alarme est activée, ⍾ apparaît dans l'affichage de l'heure.	[338, 473, 553, 480]
instruction-line: INDIGLO® night-light flashes and beep sounds between each interval.	[73, 252, 232, 259]
instruction-line: 7. Press NEXT and + / – to select 2-Line or 3-Line display.	[65, 117, 196, 124]
instruction-line: 3. Appuyer et tenir le bouton INDIGLO® enfoncé pendant 4 secondes pour activer la fonction NIGHT-MODE®. L'icone ☾ s'affichera.	[338, 553, 587, 566]
instruction-line: 5. Appuyer sur NEXT et + / – pour régler les secondes.	[338, 341, 462, 348]
instruction-line: 1. Pulse MODE hasta que aparezca INTTMR.	[611, 282, 715, 289]
instruction-line: • Si vous réglez les deux minuteries en minuterie par intervalles pour qu'elles se répètent, la minuterie décomptera les deux intervalles et répétera ensuite la séquence entière.	[346, 374, 576, 387]
instruction-line: • Le compteur du temps écoulé continue à fonctionner jusqu'à ce que le chronographe soit remis à zéro. Si vous enregistrez un temps intermédiaire, l'affichage passera à SPL/LAP. Le temps écoulé n'est pas stocké en mémoire.	[346, 146, 587, 166]
